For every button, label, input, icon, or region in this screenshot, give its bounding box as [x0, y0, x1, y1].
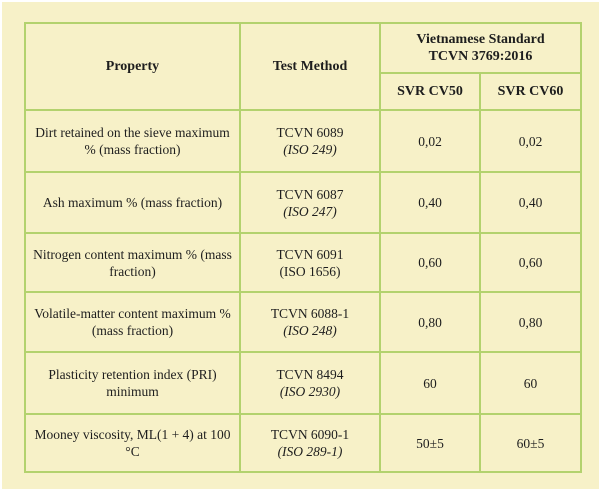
method-code: TCVN 6090-1: [270, 427, 350, 442]
method-iso-ref: (ISO 247): [283, 203, 337, 219]
method-cell: [240, 110, 380, 172]
property-cell: Volatile-matter content maximum % (mass fraction): [25, 292, 240, 352]
header-grade-cv60: SVR CV60: [480, 73, 581, 110]
method-cell: [240, 352, 380, 414]
method-iso-ref: (ISO 2930): [279, 384, 341, 399]
value-cv60: 0,80: [480, 292, 581, 352]
method-code: TCVN 6089: [276, 125, 344, 140]
value-cv50: 0,02: [380, 110, 480, 172]
value-cv50: 0,60: [380, 233, 480, 292]
header-standard: [380, 23, 581, 73]
value-cv60: 60±5: [480, 414, 581, 472]
table-row: [25, 110, 581, 172]
header-row: [25, 23, 581, 73]
value-cv60: 0,60: [480, 233, 581, 292]
table-row: [25, 233, 581, 292]
table-row: [25, 172, 581, 233]
method-code: TCVN 6088-1: [270, 306, 350, 321]
method-cell: [240, 233, 380, 292]
method-code: TCVN 8494: [276, 367, 344, 382]
property-cell: Ash maximum % (mass fraction): [25, 172, 240, 233]
property-cell: Dirt retained on the sieve maximum % (mass fraction): [25, 110, 240, 172]
method-code: TCVN 6091: [276, 246, 344, 262]
property-cell: Nitrogen content maximum % (mass fraction): [25, 233, 240, 292]
value-cv50: 0,80: [380, 292, 480, 352]
method-cell: [240, 292, 380, 352]
method-code: TCVN 6087: [276, 186, 344, 202]
specification-table: [24, 22, 582, 473]
header-standard-name: Vietnamese Standard: [416, 32, 545, 47]
method-cell: [240, 172, 380, 233]
header-standard-code: TCVN 3769:2016: [428, 49, 533, 64]
header-grade-cv50: SVR CV50: [380, 73, 480, 110]
method-iso-ref: (ISO 1656): [279, 263, 341, 279]
value-cv60: 60: [480, 352, 581, 414]
method-iso-ref: (ISO 289-1): [277, 444, 343, 459]
header-test-method: Test Method: [240, 23, 380, 110]
property-cell: Plasticity retention index (PRI) minimum: [25, 352, 240, 414]
value-cv60: 0,02: [480, 110, 581, 172]
value-cv50: 60: [380, 352, 480, 414]
table-row: [25, 352, 581, 414]
method-iso-ref: (ISO 248): [283, 323, 337, 338]
method-iso-ref: (ISO 249): [283, 142, 337, 157]
header-property: Property: [25, 23, 240, 110]
table-row: [25, 414, 581, 472]
table-row: [25, 292, 581, 352]
document-panel: [2, 2, 599, 489]
value-cv50: 50±5: [380, 414, 480, 472]
method-cell: [240, 414, 380, 472]
value-cv50: 0,40: [380, 172, 480, 233]
property-cell: Mooney viscosity, ML(1 + 4) at 100 °C: [25, 414, 240, 472]
value-cv60: 0,40: [480, 172, 581, 233]
